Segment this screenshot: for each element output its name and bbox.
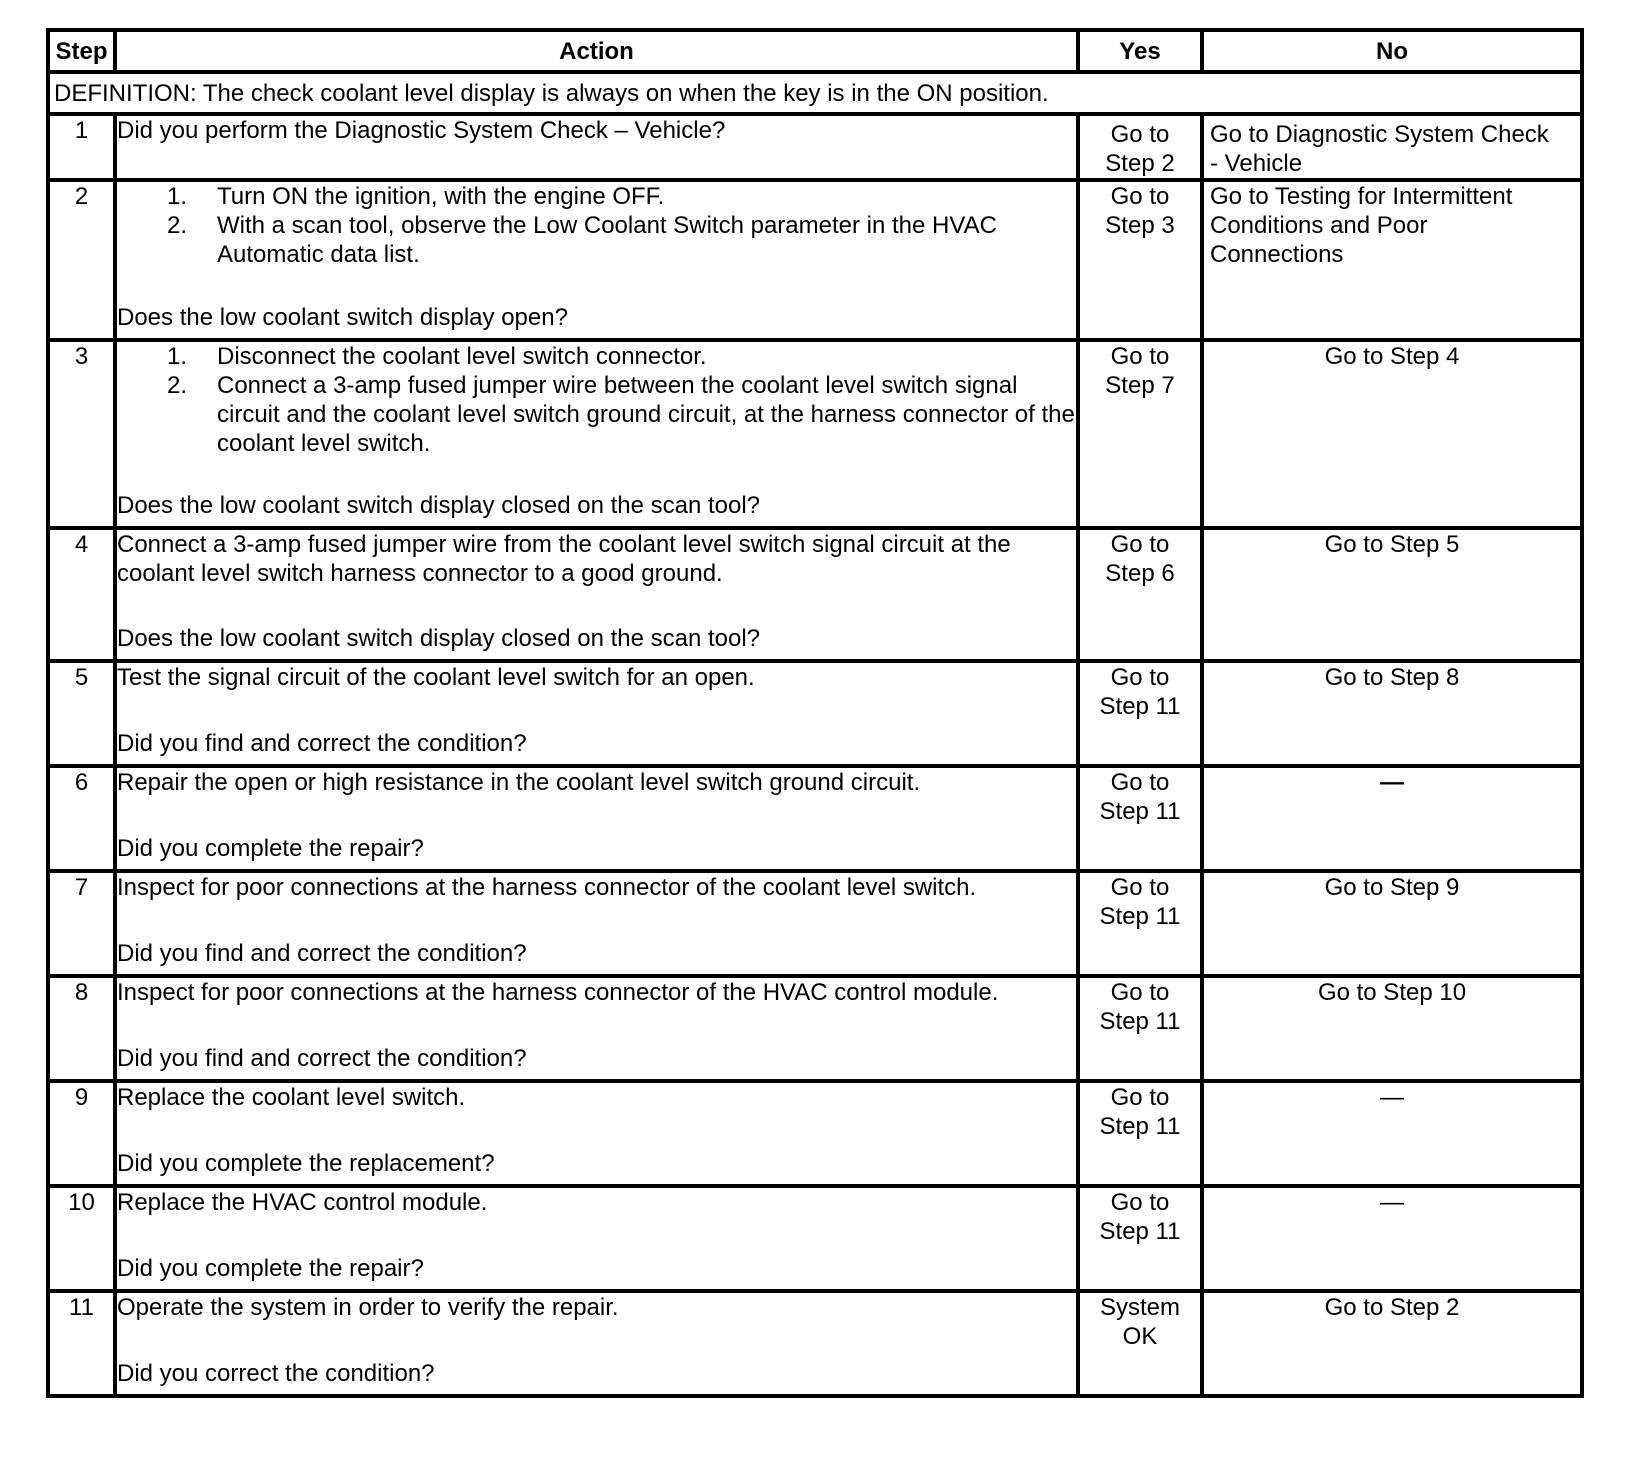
yes-line: Go to [1110,769,1170,796]
action-cell [115,871,1078,976]
no-line: Conditions and Poor [1210,212,1428,239]
action-cell [115,1081,1078,1186]
action-question: Did you perform the Diagnostic System Check – Vehicle? [117,117,726,144]
yes-cell [1078,114,1202,180]
action-question: Does the low coolant switch display closed on the scan tool? [117,492,761,519]
definition-text: DEFINITION: The check coolant level display is always on when the key is in the ON position. [48,72,1582,114]
yes-line: Go to [1110,1084,1170,1111]
no-line: Go to Step 9 [1324,874,1460,901]
table-row [48,1291,1582,1396]
yes-cell [1078,766,1202,871]
yes-line: Go to [1110,979,1170,1006]
no-cell [1202,976,1582,1081]
no-cell [1202,766,1582,871]
table-row [48,661,1582,766]
yes-line: Step 3 [1105,212,1175,239]
yes-line: Step 11 [1099,1113,1181,1140]
action-cell [115,1186,1078,1291]
no-line: Go to Step 4 [1324,343,1460,370]
no-cell [1202,340,1582,528]
no-cell [1202,1186,1582,1291]
action-question: Did you complete the repair? [117,835,424,862]
header-row [48,30,1582,72]
no-cell [1202,1081,1582,1186]
no-line: - Vehicle [1210,150,1303,177]
yes-line: Go to [1110,664,1170,691]
step-number: 11 [48,1291,115,1396]
no-cell [1202,180,1582,340]
header-no: No [1202,30,1582,72]
yes-cell [1078,528,1202,661]
no-line: Go to Diagnostic System Check [1210,121,1549,148]
action-instruction: Test the signal circuit of the coolant level switch for an open. [117,664,755,691]
definition-row [48,72,1582,114]
instruction-item: 1. Disconnect the coolant level switch connector. [167,343,707,370]
yes-line: Step 6 [1105,560,1175,587]
action-instruction: Replace the HVAC control module. [117,1189,488,1216]
yes-line: Go to [1110,1189,1170,1216]
yes-cell [1078,1291,1202,1396]
table-row [48,766,1582,871]
action-cell [115,340,1078,528]
yes-line: OK [1122,1323,1158,1350]
yes-line: Step 11 [1099,693,1181,720]
action-cell [115,114,1078,180]
yes-line: Go to [1110,531,1170,558]
yes-cell [1078,1081,1202,1186]
yes-cell [1078,871,1202,976]
action-instruction: Inspect for poor connections at the harness connector of the coolant level switch. [117,874,977,901]
step-number: 9 [48,1081,115,1186]
action-question: Did you complete the repair? [117,1255,424,1282]
yes-cell [1078,976,1202,1081]
action-cell [115,528,1078,661]
yes-line: System [1099,1294,1180,1321]
no-line: Go to Step 5 [1324,531,1460,558]
yes-cell [1078,661,1202,766]
table-row [48,180,1582,340]
no-cell [1202,1291,1582,1396]
yes-cell [1078,340,1202,528]
action-question: Does the low coolant switch display open? [117,304,568,331]
yes-line: Go to [1110,343,1170,370]
yes-line: Step 7 [1105,372,1175,399]
action-question: Does the low coolant switch display closed on the scan tool? [117,625,761,652]
no-line: Connections [1210,241,1344,268]
table-row [48,976,1582,1081]
action-cell [115,976,1078,1081]
header-action: Action [115,30,1078,72]
no-cell [1202,871,1582,976]
step-number: 1 [48,114,115,180]
action-question: Did you complete the replacement? [117,1150,495,1177]
action-instruction: Inspect for poor connections at the harness connector of the HVAC control module. [117,979,999,1006]
step-number: 8 [48,976,115,1081]
table-row [48,1186,1582,1291]
step-number: 2 [48,180,115,340]
yes-line: Go to [1110,874,1170,901]
action-cell [115,1291,1078,1396]
table-row [48,1081,1582,1186]
no-cell [1202,661,1582,766]
no-dash: — [1380,769,1404,796]
action-instruction: Operate the system in order to verify the repair. [117,1294,619,1321]
no-line: Go to Step 10 [1317,979,1467,1006]
no-dash: — [1380,1084,1404,1111]
yes-line: Step 11 [1099,1218,1181,1245]
no-dash: — [1380,1189,1404,1216]
instruction-list [117,182,1076,269]
step-number: 10 [48,1186,115,1291]
yes-line: Go to [1110,121,1170,148]
yes-line: Step 2 [1105,150,1175,177]
no-line: Go to Step 2 [1324,1294,1460,1321]
action-question: Did you find and correct the condition? [117,1045,527,1072]
no-line: Go to Testing for Intermittent [1210,183,1513,210]
step-number: 3 [48,340,115,528]
action-cell [115,766,1078,871]
action-cell [115,180,1078,340]
action-instruction: Replace the coolant level switch. [117,1084,466,1111]
step-number: 5 [48,661,115,766]
instruction-list [117,342,1076,458]
table-row [48,114,1582,180]
no-cell [1202,528,1582,661]
yes-line: Step 11 [1099,798,1181,825]
step-number: 4 [48,528,115,661]
diagnostic-table [46,28,1584,1398]
step-number: 7 [48,871,115,976]
header-step: Step [48,30,115,72]
action-question: Did you find and correct the condition? [117,730,527,757]
action-question: Did you find and correct the condition? [117,940,527,967]
action-instruction: Repair the open or high resistance in the coolant level switch ground circuit. [117,769,921,796]
instruction-item: 2. Connect a 3-amp fused jumper wire between the coolant level switch signal circuit and the coolant level switch ground circuit, at the harness connector of the coolant level switch. [167,372,1075,457]
action-cell [115,661,1078,766]
header-yes: Yes [1078,30,1202,72]
yes-cell [1078,180,1202,340]
step-number: 6 [48,766,115,871]
instruction-item: 1. Turn ON the ignition, with the engine OFF. [167,183,665,210]
table-row [48,340,1582,528]
action-question: Did you correct the condition? [117,1360,435,1387]
table-row [48,528,1582,661]
no-cell [1202,114,1582,180]
action-instruction: Connect a 3-amp fused jumper wire from the coolant level switch signal circuit at the coolant level switch harness connector to a good ground. [117,531,1011,587]
table-row [48,871,1582,976]
no-line: Go to Step 8 [1324,664,1460,691]
instruction-item: 2. With a scan tool, observe the Low Coolant Switch parameter in the HVAC Automatic data list. [167,212,997,268]
yes-line: Step 11 [1099,1008,1181,1035]
yes-cell [1078,1186,1202,1291]
yes-line: Go to [1110,183,1170,210]
yes-line: Step 11 [1099,903,1181,930]
